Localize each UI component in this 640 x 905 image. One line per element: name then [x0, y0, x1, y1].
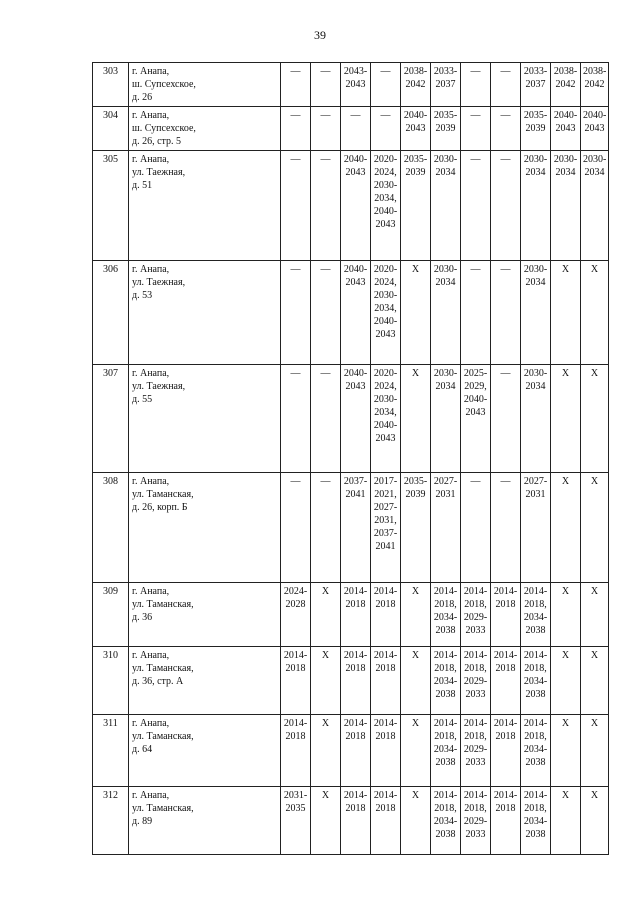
- period-cell: 2014- 2018: [371, 647, 401, 715]
- row-number: 310: [93, 647, 129, 715]
- period-cell: —: [461, 261, 491, 365]
- period-cell: 2024- 2028: [281, 583, 311, 647]
- period-cell: 2014- 2018, 2034- 2038: [521, 583, 551, 647]
- period-cell: 2014- 2018: [491, 583, 521, 647]
- period-cell: 2030- 2034: [521, 261, 551, 365]
- period-cell: —: [311, 261, 341, 365]
- period-cell: X: [581, 583, 609, 647]
- period-cell: X: [401, 365, 431, 473]
- period-cell: 2014- 2018, 2034- 2038: [521, 715, 551, 787]
- period-cell: X: [401, 261, 431, 365]
- address-cell: г. Анапа, ш. Супсехское, д. 26: [129, 63, 281, 107]
- period-cell: —: [311, 151, 341, 261]
- period-cell: X: [401, 583, 431, 647]
- period-cell: 2040- 2043: [341, 365, 371, 473]
- period-cell: 2027- 2031: [521, 473, 551, 583]
- address-cell: г. Анапа, ул. Таманская, д. 36, стр. А: [129, 647, 281, 715]
- page-number: 39: [314, 28, 326, 42]
- period-cell: 2030- 2034: [431, 151, 461, 261]
- address-cell: г. Анапа, ш. Супсехское, д. 26, стр. 5: [129, 107, 281, 151]
- address-cell: г. Анапа, ул. Таежная, д. 51: [129, 151, 281, 261]
- period-cell: 2014- 2018: [371, 787, 401, 855]
- period-cell: X: [401, 715, 431, 787]
- period-cell: —: [311, 473, 341, 583]
- table-row: [93, 583, 609, 647]
- period-cell: 2014- 2018, 2034- 2038: [431, 715, 461, 787]
- period-cell: 2014- 2018, 2034- 2038: [431, 787, 461, 855]
- table-row: [93, 365, 609, 473]
- table-row: [93, 787, 609, 855]
- table-row: [93, 261, 609, 365]
- period-cell: —: [281, 107, 311, 151]
- period-cell: —: [491, 107, 521, 151]
- period-cell: X: [581, 647, 609, 715]
- period-cell: 2025- 2029, 2040- 2043: [461, 365, 491, 473]
- period-cell: 2030- 2034: [431, 365, 461, 473]
- period-cell: —: [491, 473, 521, 583]
- row-number: 304: [93, 107, 129, 151]
- period-cell: X: [311, 647, 341, 715]
- table-body: [93, 63, 609, 855]
- row-number: 311: [93, 715, 129, 787]
- table-row: [93, 473, 609, 583]
- period-cell: 2014- 2018: [491, 787, 521, 855]
- period-cell: X: [551, 473, 581, 583]
- period-cell: —: [461, 107, 491, 151]
- period-cell: X: [311, 583, 341, 647]
- period-cell: —: [341, 107, 371, 151]
- table-row: [93, 715, 609, 787]
- period-cell: 2014- 2018, 2029- 2033: [461, 647, 491, 715]
- period-cell: 2035- 2039: [401, 151, 431, 261]
- period-cell: —: [461, 63, 491, 107]
- period-cell: X: [551, 787, 581, 855]
- period-cell: 2031- 2035: [281, 787, 311, 855]
- period-cell: —: [311, 63, 341, 107]
- address-cell: г. Анапа, ул. Таежная, д. 53: [129, 261, 281, 365]
- period-cell: X: [551, 261, 581, 365]
- period-cell: 2014- 2018, 2029- 2033: [461, 715, 491, 787]
- period-cell: —: [281, 365, 311, 473]
- period-cell: X: [551, 365, 581, 473]
- period-cell: X: [581, 715, 609, 787]
- period-cell: 2035- 2039: [431, 107, 461, 151]
- period-cell: 2014- 2018: [341, 583, 371, 647]
- row-number: 307: [93, 365, 129, 473]
- period-cell: 2038- 2042: [401, 63, 431, 107]
- period-cell: 2014- 2018: [371, 715, 401, 787]
- period-cell: X: [581, 787, 609, 855]
- period-cell: 2030- 2034: [431, 261, 461, 365]
- period-cell: X: [311, 787, 341, 855]
- period-cell: 2040- 2043: [581, 107, 609, 151]
- period-cell: 2040- 2043: [341, 151, 371, 261]
- period-cell: 2014- 2018: [341, 787, 371, 855]
- row-number: 303: [93, 63, 129, 107]
- row-number: 312: [93, 787, 129, 855]
- period-cell: X: [551, 715, 581, 787]
- period-cell: 2030- 2034: [521, 151, 551, 261]
- period-cell: 2033- 2037: [521, 63, 551, 107]
- period-cell: 2035- 2039: [521, 107, 551, 151]
- period-cell: 2014- 2018: [491, 715, 521, 787]
- row-number: 306: [93, 261, 129, 365]
- period-cell: —: [371, 107, 401, 151]
- period-cell: 2030- 2034: [551, 151, 581, 261]
- table-row: [93, 151, 609, 261]
- period-cell: —: [281, 473, 311, 583]
- period-cell: —: [491, 63, 521, 107]
- period-cell: 2020- 2024, 2030- 2034, 2040- 2043: [371, 365, 401, 473]
- period-cell: 2014- 2018: [341, 715, 371, 787]
- period-cell: 2014- 2018, 2034- 2038: [521, 787, 551, 855]
- period-cell: —: [281, 63, 311, 107]
- period-cell: X: [581, 365, 609, 473]
- period-cell: 2014- 2018, 2029- 2033: [461, 583, 491, 647]
- period-cell: —: [281, 151, 311, 261]
- period-cell: 2035- 2039: [401, 473, 431, 583]
- period-cell: 2027- 2031: [431, 473, 461, 583]
- period-cell: 2033- 2037: [431, 63, 461, 107]
- table-row: [93, 63, 609, 107]
- period-cell: —: [281, 261, 311, 365]
- period-cell: 2014- 2018, 2034- 2038: [521, 647, 551, 715]
- period-cell: X: [401, 647, 431, 715]
- period-cell: X: [551, 647, 581, 715]
- period-cell: 2017- 2021, 2027- 2031, 2037- 2041: [371, 473, 401, 583]
- period-cell: 2037- 2041: [341, 473, 371, 583]
- period-cell: X: [581, 473, 609, 583]
- period-cell: 2014- 2018, 2029- 2033: [461, 787, 491, 855]
- address-cell: г. Анапа, ул. Таманская, д. 36: [129, 583, 281, 647]
- address-cell: г. Анапа, ул. Таманская, д. 89: [129, 787, 281, 855]
- period-cell: 2040- 2043: [551, 107, 581, 151]
- period-cell: 2020- 2024, 2030- 2034, 2040- 2043: [371, 151, 401, 261]
- period-cell: 2040- 2043: [341, 261, 371, 365]
- period-cell: 2030- 2034: [521, 365, 551, 473]
- period-cell: 2014- 2018: [371, 583, 401, 647]
- table-row: [93, 107, 609, 151]
- period-cell: 2014- 2018: [281, 715, 311, 787]
- period-cell: 2014- 2018: [281, 647, 311, 715]
- address-cell: г. Анапа, ул. Таманская, д. 64: [129, 715, 281, 787]
- period-cell: 2038- 2042: [581, 63, 609, 107]
- period-cell: X: [401, 787, 431, 855]
- period-cell: —: [491, 151, 521, 261]
- period-cell: —: [311, 107, 341, 151]
- period-cell: X: [581, 261, 609, 365]
- row-number: 308: [93, 473, 129, 583]
- period-cell: X: [311, 715, 341, 787]
- period-cell: 2030- 2034: [581, 151, 609, 261]
- period-cell: 2014- 2018: [491, 647, 521, 715]
- period-cell: —: [461, 151, 491, 261]
- period-cell: 2014- 2018, 2034- 2038: [431, 583, 461, 647]
- period-cell: 2040- 2043: [401, 107, 431, 151]
- row-number: 305: [93, 151, 129, 261]
- period-cell: —: [461, 473, 491, 583]
- table-row: [93, 647, 609, 715]
- period-cell: 2014- 2018, 2034- 2038: [431, 647, 461, 715]
- period-cell: 2020- 2024, 2030- 2034, 2040- 2043: [371, 261, 401, 365]
- period-cell: —: [371, 63, 401, 107]
- period-cell: 2043- 2043: [341, 63, 371, 107]
- address-cell: г. Анапа, ул. Таежная, д. 55: [129, 365, 281, 473]
- period-cell: —: [311, 365, 341, 473]
- period-cell: —: [491, 261, 521, 365]
- period-cell: —: [491, 365, 521, 473]
- schedule-table: [92, 62, 609, 855]
- period-cell: X: [551, 583, 581, 647]
- period-cell: 2014- 2018: [341, 647, 371, 715]
- row-number: 309: [93, 583, 129, 647]
- period-cell: 2038- 2042: [551, 63, 581, 107]
- address-cell: г. Анапа, ул. Таманская, д. 26, корп. Б: [129, 473, 281, 583]
